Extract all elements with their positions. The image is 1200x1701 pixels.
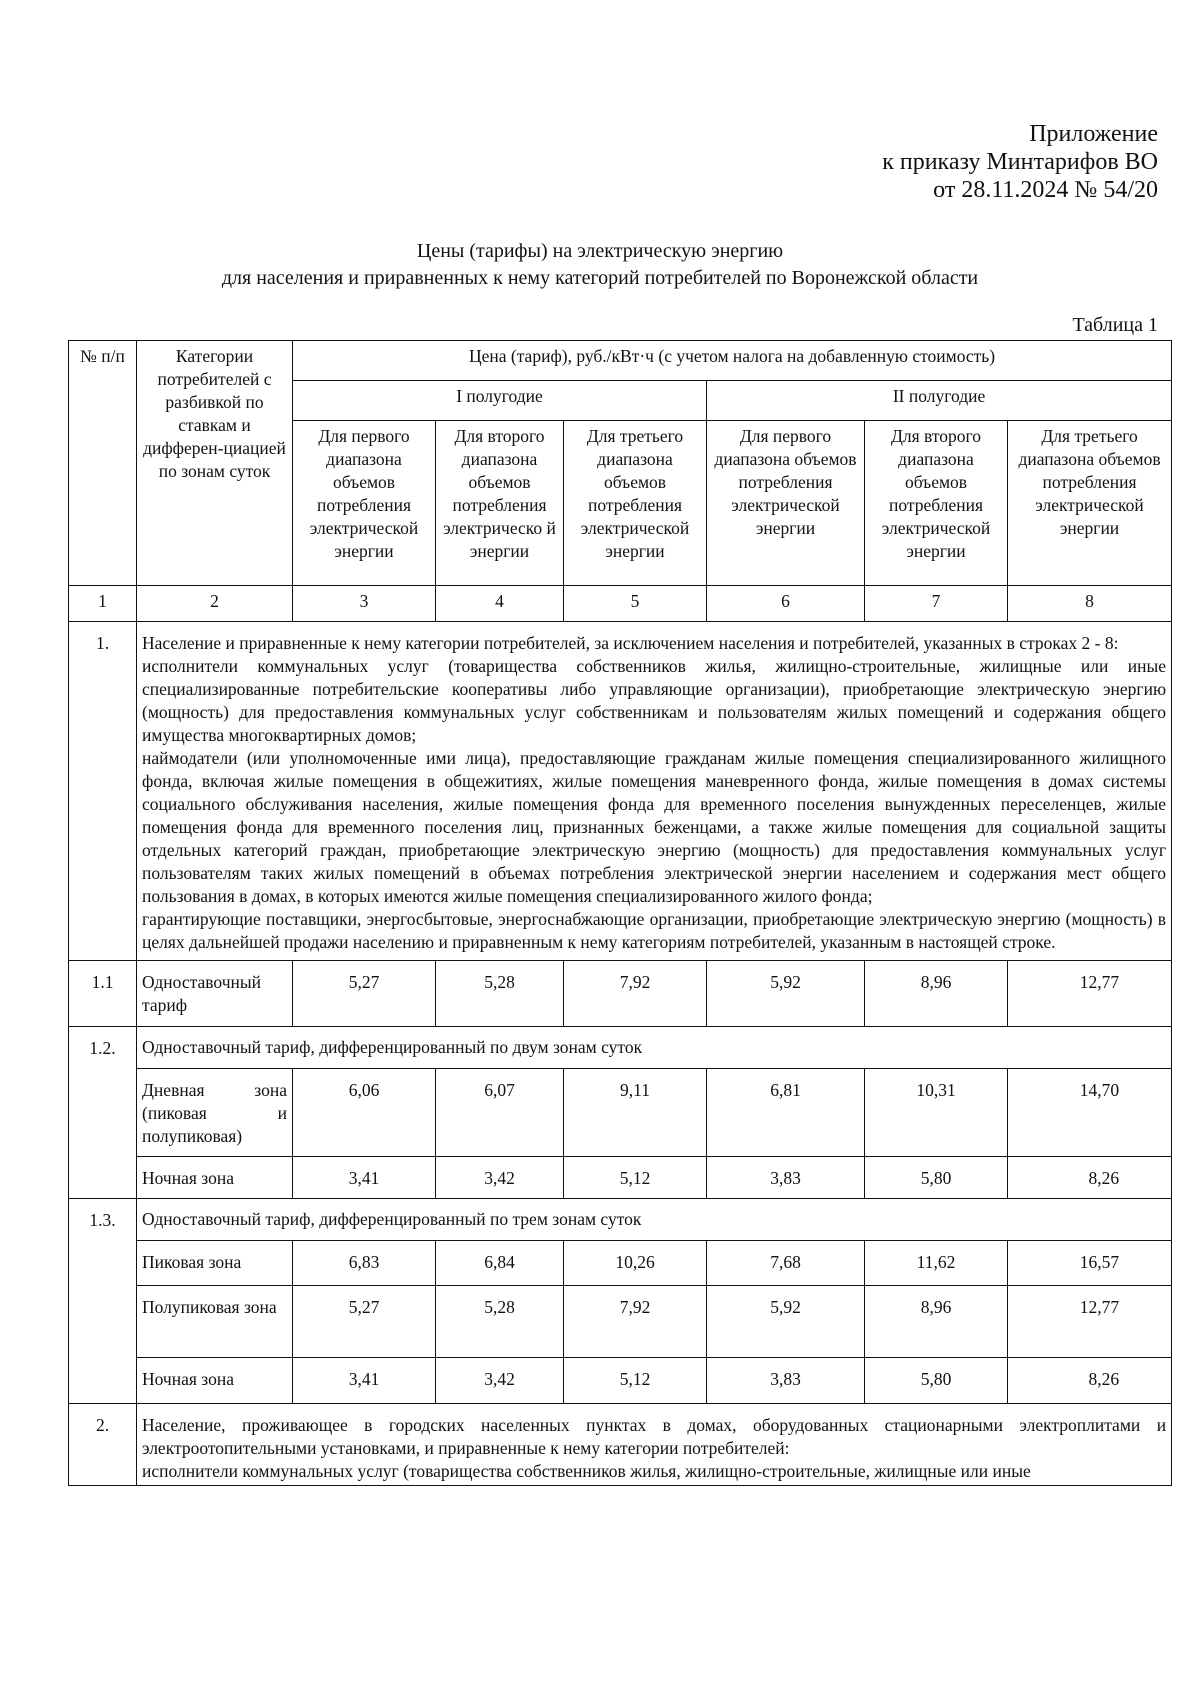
zone-label: Дневная зона (пиковая и полупиковая) <box>137 1069 293 1157</box>
tariff-value: 8,96 <box>865 1286 1008 1358</box>
zone-label: Ночная зона <box>137 1358 293 1404</box>
tariff-section-title: Одноставочный тариф, дифференцированный по двум зонам суток <box>137 1027 1172 1069</box>
title-line-2: для населения и приравненных к нему категорий потребителей по Воронежской области <box>221 267 979 289</box>
tariff-value: 3,41 <box>293 1157 436 1199</box>
tariff-value: 12,77 <box>1008 961 1172 1027</box>
column-index: 6 <box>707 586 865 622</box>
section-1-paragraph: гарантирующие поставщики, энергосбытовые, энергоснабжающие организации, приобретающие электрическую энергию (мощность) в целях дальнейшей продажи населению и приравненным к нему категориям потребителей, указанным в настоящей строке. <box>142 909 1167 952</box>
section-2-row <box>69 1404 1172 1486</box>
column-index: 5 <box>564 586 707 622</box>
column-index: 1 <box>69 586 137 622</box>
tariff-value: 10,31 <box>865 1069 1008 1157</box>
row-1-2-day <box>69 1069 1172 1157</box>
tariff-value: 5,80 <box>865 1157 1008 1199</box>
tariff-value: 6,06 <box>293 1069 436 1157</box>
tariff-value: 6,07 <box>436 1069 564 1157</box>
row-1-3-night <box>69 1358 1172 1404</box>
tariff-value: 3,41 <box>293 1358 436 1404</box>
tariff-value: 5,92 <box>707 1286 865 1358</box>
tariff-value: 7,68 <box>707 1241 865 1286</box>
column-index-row <box>69 586 1172 622</box>
zone-label: Полупиковая зона <box>137 1286 293 1358</box>
col-header-range-1: Для первого диапазона объемов потребления электрической энергии <box>293 421 436 586</box>
tariff-value: 7,92 <box>564 1286 707 1358</box>
section-1-description <box>137 622 1172 961</box>
section-1-paragraph: наймодатели (или уполномоченные ими лица), предоставляющие гражданам жилые помещения специализированного жилищного фонда, включая жилые помещения в общежитиях, жилые помещения маневренного фонда, жилые помещения в домах системы социального обслуживания населения, жилые помещения фонда для временного поселения вынужденных переселенцев, жилые помещения фонда для временного поселения лиц, признанных беженцами, а также жилые помещения для социальной защиты отдельных категорий граждан, приобретающие электрическую энергию (мощность) для предоставления коммунальных услуг пользователям таких жилых помещений в объемах потребления электрической энергии населением и содержания мест общего пользования в домах, в которых имеются жилые помещения специализированного жилого фонда; <box>142 748 1167 906</box>
col-header-category: Категории потребителей с разбивкой по ставкам и дифферен-циацией по зонам суток <box>137 341 293 586</box>
row-number: 1.3. <box>69 1199 137 1404</box>
tariff-value: 8,26 <box>1008 1358 1172 1404</box>
row-1-3-header <box>69 1199 1172 1241</box>
row-number: 1.2. <box>69 1027 137 1199</box>
row-1-3-semipeak <box>69 1286 1172 1358</box>
tariff-value: 3,83 <box>707 1157 865 1199</box>
col-header-half-1: I полугодие <box>293 381 707 421</box>
tariff-value: 3,42 <box>436 1358 564 1404</box>
tariff-value: 11,62 <box>865 1241 1008 1286</box>
tariff-label: Одноставочный тариф <box>137 961 293 1027</box>
column-index: 7 <box>865 586 1008 622</box>
tariff-value: 6,83 <box>293 1241 436 1286</box>
column-index: 8 <box>1008 586 1172 622</box>
tariff-value: 5,27 <box>293 961 436 1027</box>
section-1-row <box>69 622 1172 961</box>
zone-label: Ночная зона <box>137 1157 293 1199</box>
document-title <box>0 238 1200 292</box>
table-header-row <box>69 341 1172 381</box>
col-header-range-3: Для третьего диапазона объемов потребления электрической энергии <box>564 421 707 586</box>
tariff-value: 5,12 <box>564 1358 707 1404</box>
tariff-value: 8,96 <box>865 961 1008 1027</box>
section-2-description <box>137 1404 1172 1486</box>
tariff-value: 6,81 <box>707 1069 865 1157</box>
row-number: 2. <box>69 1404 137 1486</box>
order-reference: к приказу Минтарифов ВО <box>882 149 1158 175</box>
row-1-2-night <box>69 1157 1172 1199</box>
column-index: 2 <box>137 586 293 622</box>
section-1-paragraph: исполнители коммунальных услуг (товарищества собственников жилья, жилищно-строительные, жилищные или иные специализированные потребительские кооперативы либо управляющие организации), приобретающие электрическую энергию (мощность) для предоставления коммунальных услуг собственникам и пользователям жилых помещений и содержания общего имущества многоквартирных домов; <box>142 656 1167 745</box>
row-1-1 <box>69 961 1172 1027</box>
col-header-range-2: Для второго диапазона объемов потребления электрическо й энергии <box>436 421 564 586</box>
attachment-label: Приложение <box>1029 121 1158 147</box>
tariff-value: 6,84 <box>436 1241 564 1286</box>
tariff-value: 5,28 <box>436 961 564 1027</box>
order-attachment-header <box>882 120 1158 204</box>
section-1-paragraph: Население и приравненные к нему категории потребителей, за исключением населения и потребителей, указанных в строках 2 - 8: <box>142 633 1119 653</box>
tariff-value: 14,70 <box>1008 1069 1172 1157</box>
tariff-value: 3,83 <box>707 1358 865 1404</box>
tariff-table <box>68 340 1172 1486</box>
tariff-value: 5,12 <box>564 1157 707 1199</box>
col-header-half-2: II полугодие <box>707 381 1172 421</box>
col-header-range-5: Для второго диапазона объемов потребления электрической энергии <box>865 421 1008 586</box>
zone-label: Пиковая зона <box>137 1241 293 1286</box>
column-index: 3 <box>293 586 436 622</box>
row-1-2-header <box>69 1027 1172 1069</box>
tariff-value: 5,92 <box>707 961 865 1027</box>
tariff-value: 12,77 <box>1008 1286 1172 1358</box>
tariff-value: 16,57 <box>1008 1241 1172 1286</box>
row-1-3-peak <box>69 1241 1172 1286</box>
tariff-value: 5,80 <box>865 1358 1008 1404</box>
tariff-value: 7,92 <box>564 961 707 1027</box>
col-header-range-4: Для первого диапазона объемов потребления электрической энергии <box>707 421 865 586</box>
tariff-value: 5,28 <box>436 1286 564 1358</box>
tariff-value: 9,11 <box>564 1069 707 1157</box>
tariff-value: 3,42 <box>436 1157 564 1199</box>
tariff-value: 10,26 <box>564 1241 707 1286</box>
section-2-paragraph: исполнители коммунальных услуг (товарищества собственников жилья, жилищно-строительные, жилищные или иные <box>142 1461 1031 1481</box>
col-header-price: Цена (тариф), руб./кВт·ч (с учетом налога на добавленную стоимость) <box>293 341 1172 381</box>
table-number-label: Таблица 1 <box>1072 314 1158 336</box>
col-header-num: № п/п <box>69 341 137 586</box>
section-2-paragraph: Население, проживающее в городских населенных пунктах в домах, оборудованных стационарными электроплитами и электроотопительными установками, и приравненные к нему категории потребителей: <box>142 1415 1167 1458</box>
title-line-1: Цены (тарифы) на электрическую энергию <box>416 240 784 262</box>
column-index: 4 <box>436 586 564 622</box>
tariff-value: 5,27 <box>293 1286 436 1358</box>
row-number: 1. <box>69 622 137 961</box>
tariff-value: 8,26 <box>1008 1157 1172 1199</box>
tariff-section-title: Одноставочный тариф, дифференцированный по трем зонам суток <box>137 1199 1172 1241</box>
row-number: 1.1 <box>69 961 137 1027</box>
order-date-number: от 28.11.2024 № 54/20 <box>933 177 1158 203</box>
col-header-range-6: Для третьего диапазона объемов потребления электрической энергии <box>1008 421 1172 586</box>
